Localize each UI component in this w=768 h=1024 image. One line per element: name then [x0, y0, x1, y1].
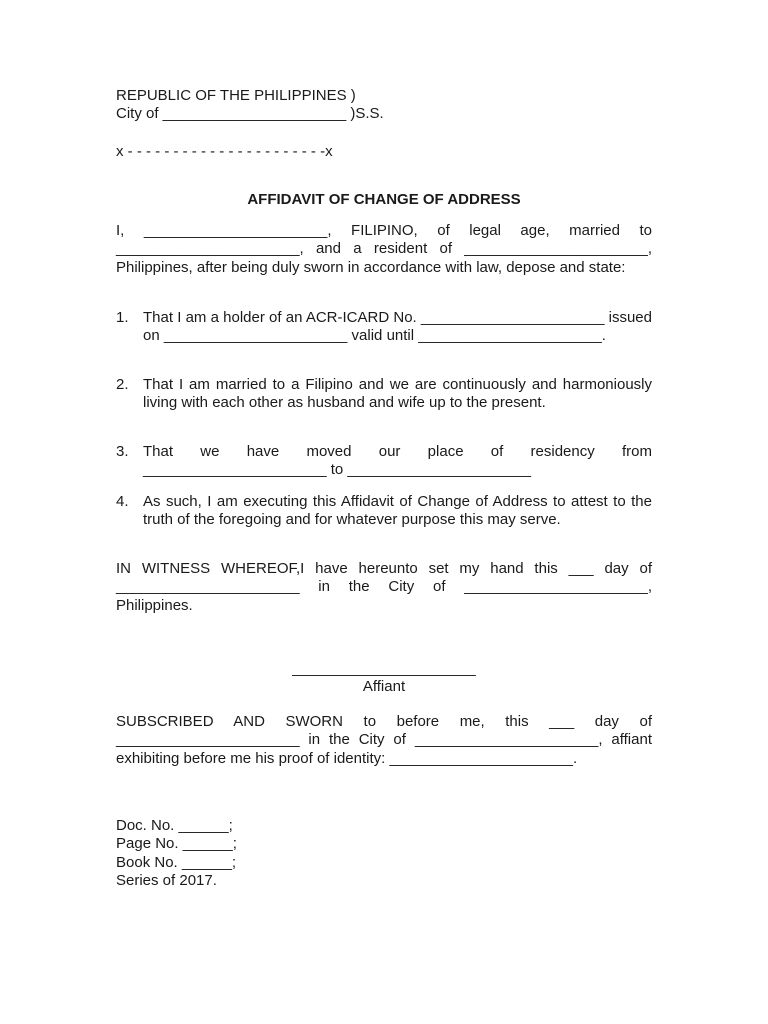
book-number: Book No. ______; [116, 853, 237, 871]
list-item-text: That I am a holder of an ACR-ICARD No. ______________________ issued on ______________________ valid until ______________________. [143, 309, 652, 345]
witness-paragraph: IN WITNESS WHEREOF,I have hereunto set my hand this ___ day of ______________________ in the City of ______________________, Philippines. [116, 560, 652, 614]
list-item [116, 493, 652, 530]
list-item-number: 4. [116, 493, 129, 510]
header-city: City of ______________________ )S.S. [116, 105, 384, 123]
list-item [116, 309, 652, 346]
list-item [116, 376, 652, 413]
list-item-number: 2. [116, 376, 129, 393]
notary-entries [116, 817, 652, 891]
list-item-text: As such, I am executing this Affidavit of Change of Address to attest to the truth of the foregoing and for whatever purpose this may serve. [143, 493, 652, 529]
doc-number: Doc. No. ______; [116, 817, 233, 834]
series-year: Series of 2017. [116, 872, 217, 890]
venue-header [116, 87, 652, 124]
header-republic: REPUBLIC OF THE PHILIPPINES ) [116, 87, 356, 104]
document-title: AFFIDAVIT OF CHANGE OF ADDRESS [247, 191, 521, 208]
list-item-text: That I am married to a Filipino and we are continuously and harmoniously living with each other as husband and wife up to the present. [143, 376, 652, 412]
header-separator: x - - - - - - - - - - - - - - - - - - - - - -x [116, 143, 333, 160]
list-item-number: 3. [116, 443, 129, 460]
list-item [116, 443, 652, 480]
affiant-signature [116, 660, 652, 697]
page-number: Page No. ______; [116, 835, 237, 853]
intro-paragraph: I, ______________________, FILIPINO, of legal age, married to ______________________, and a resident of ______________________, Philippines, after being duly sworn in accordance with law, depose and state: [116, 222, 652, 276]
list-item-number: 1. [116, 309, 129, 326]
signature-line: ______________________ [292, 660, 476, 677]
list-item-text: That we have moved our place of residency from ______________________ to ______________________ [143, 443, 652, 479]
subscribed-paragraph: SUBSCRIBED AND SWORN to before me, this ___ day of ______________________ in the City of ______________________, affiant exhibiting before me his proof of identity: ______________________. [116, 713, 652, 767]
affiant-label: Affiant [362, 678, 406, 696]
